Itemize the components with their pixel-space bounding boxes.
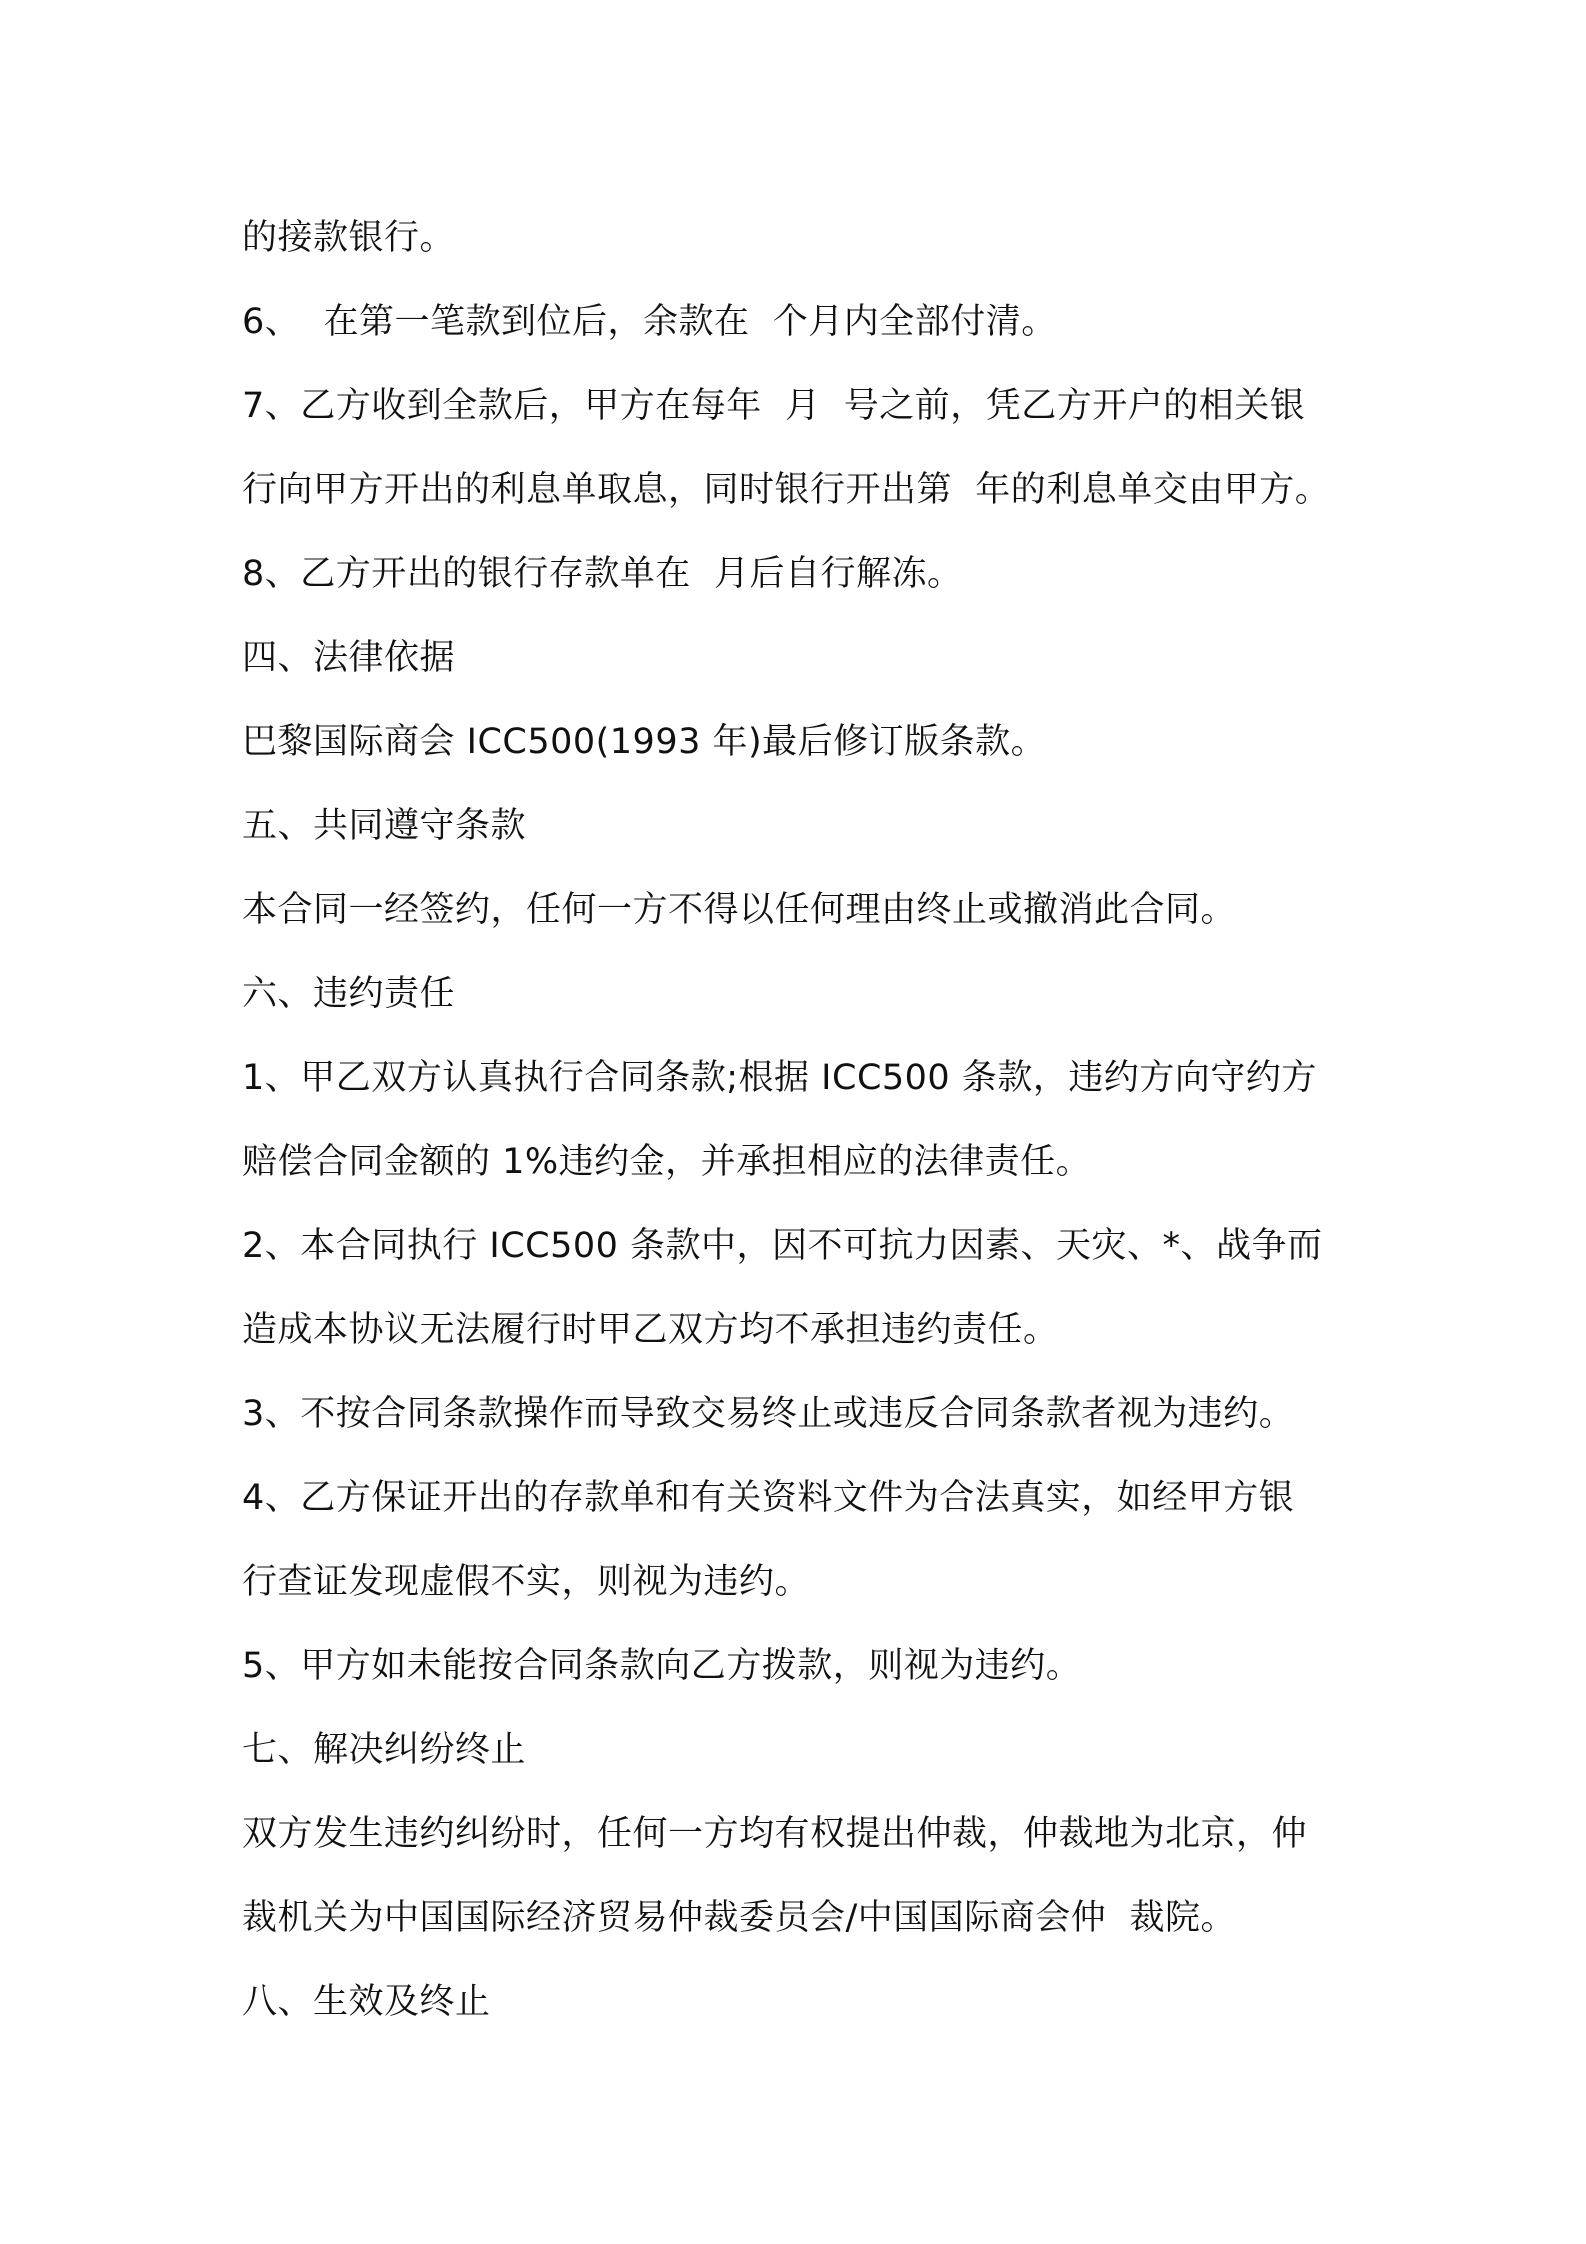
disputes-text-line-2: 裁机关为中国国际经济贸易仲裁委员会/中国国际商会仲 裁院。 [242, 1898, 1237, 1938]
common-terms-text: 本合同一经签约，任何一方不得以任何理由终止或撤消此合同。 [242, 890, 1237, 930]
legal-basis-text: 巴黎国际商会 ICC500(1993 年)最后修订版条款。 [242, 722, 1047, 762]
liability-clause-1-line-2: 赔偿合同金额的 1%违约金，并承担相应的法律责任。 [242, 1142, 1092, 1182]
text-line: 的接款银行。 [242, 218, 456, 258]
section-heading-effect-termination: 八、生效及终止 [242, 1982, 491, 2022]
clause-8-line: 8、乙方开出的银行存款单在 月后自行解冻。 [242, 554, 963, 594]
section-heading-liability: 六、违约责任 [242, 974, 456, 1014]
liability-clause-2-line-2: 造成本协议无法履行时甲乙双方均不承担违约责任。 [242, 1310, 1059, 1350]
liability-clause-1-line-1: 1、甲乙双方认真执行合同条款;根据 ICC500 条款，违约方向守约方 [242, 1058, 1317, 1098]
liability-clause-3-line: 3、不按合同条款操作而导致交易终止或违反合同条款者视为违约。 [242, 1394, 1295, 1434]
clause-7-line-1: 7、乙方收到全款后，甲方在每年 月 号之前，凭乙方开户的相关银 [242, 386, 1306, 426]
liability-clause-4-line-1: 4、乙方保证开出的存款单和有关资料文件为合法真实，如经甲方银 [242, 1478, 1295, 1518]
section-heading-common-terms: 五、共同遵守条款 [242, 806, 527, 846]
section-heading-disputes: 七、解决纠纷终止 [242, 1730, 527, 1770]
liability-clause-2-line-1: 2、本合同执行 ICC500 条款中，因不可抗力因素、天灾、*、战争而 [242, 1226, 1323, 1266]
clause-6-line: 6、 在第一笔款到位后，余款在 个月内全部付清。 [242, 302, 1057, 342]
liability-clause-4-line-2: 行查证发现虚假不实，则视为违约。 [242, 1562, 811, 1602]
liability-clause-5-line: 5、甲方如未能按合同条款向乙方拨款，则视为违约。 [242, 1646, 1082, 1686]
clause-7-line-2: 行向甲方开出的利息单取息，同时银行开出第 年的利息单交由甲方。 [242, 470, 1331, 510]
disputes-text-line-1: 双方发生违约纠纷时，任何一方均有权提出仲裁，仲裁地为北京，仲 [242, 1814, 1308, 1854]
section-heading-legal-basis: 四、法律依据 [242, 638, 456, 678]
document-body [242, 196, 1392, 2044]
